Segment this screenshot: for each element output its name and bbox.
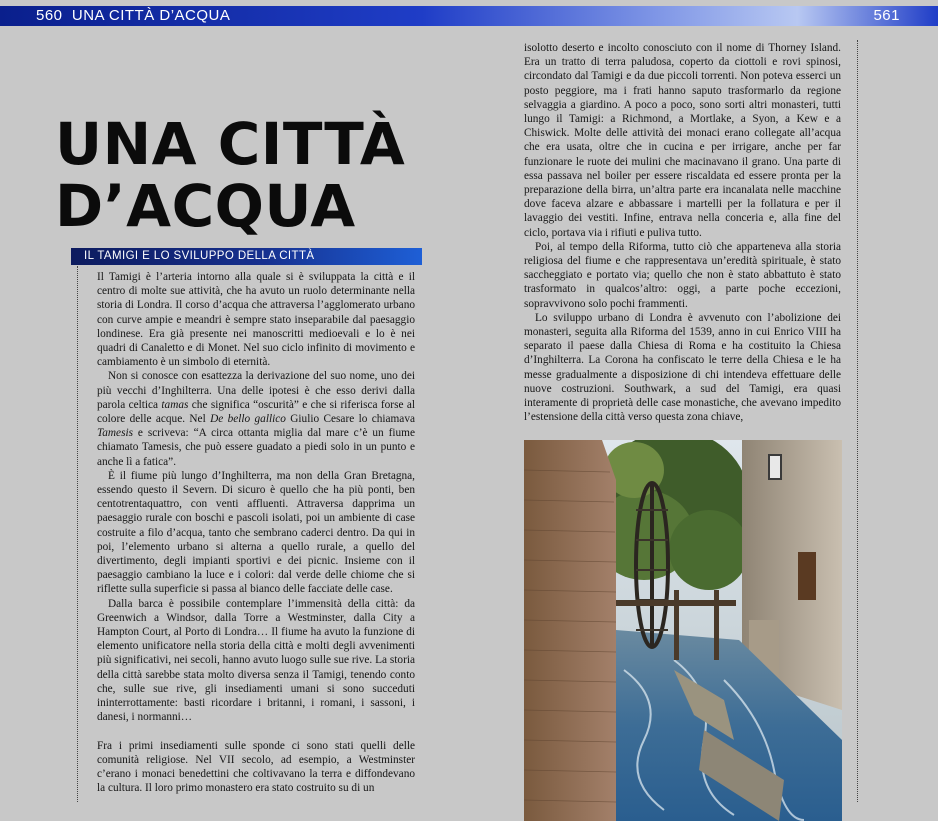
paragraph: isolotto deserto e incolto conosciuto con il nome di Thorney Island. Era un tratto di terra paludosa, coperto da ciottoli e rovi spinosi, circondato dal Tamigi e da due piccoli torrenti. Non poteva esserci un posto peggiore, ma i frati hanno saputo trasformarlo da regione selvaggia a giardino. A poco a poco, sono sorti altri monasteri, tutti lungo il Tamigi: a Richmond, a Mortlake, a Syon, a Kew e a Chiswick. Molte delle attività dei monaci erano collegate all’acqua che era usata, oltre che in cucina e per irrigare, anche per far funzionare le ruote dei mulini che macinavano il grano. Una parte di essa passava nel boiler per essere riscaldata ed essere pronta per la preparazione della birra, un’altra parte era incanalata nelle macchine dove faceva alzare e abbassare i martelli per la follatura e per il lavaggio dei vestiti. Infine, entrava nella conceria e, alla fine del ciclo, portava via i rifiuti e puliva tutto. bbox=[524, 42, 841, 239]
left-page-number: 560 bbox=[36, 7, 63, 24]
paragraph: Lo sviluppo urbano di Londra è avvenuto con l’abolizione dei monasteri, seguita alla Riforma del 1539, anno in cui Enrico VIII ha separato il paese dalla Chiesa di Roma e ha costituito la Chiesa d’Inghilterra. La Corona ha confiscato le terre della Chiesa e le ha messe gradualmente a disposizione di chi intendeva effettuare delle nuove costruzioni. Southwark, a sud del Tamigi, era quasi interamente di proprietà delle case monastiche, che avevano impedito l’estensione della città verso questa zona chiave, bbox=[524, 311, 841, 424]
paragraph: Il Tamigi è l’arteria intorno alla quale si è sviluppata la città e il centro di molte sue attività, che ha avuto un ruolo determinante nella storia di Londra. Il corso d’acqua che attraversa l’agglomerato urbano con curve ampie e meandri è sempre stato inseparabile dal paesaggio londinese. Era già presente nei manoscritti medioevali e lo è nei quadri di Canaletto e di Monet. Nel suo ciclo infinito di movimento e cambiamento è un simbolo di eternità. bbox=[97, 271, 415, 369]
paragraph: Poi, al tempo della Riforma, tutto ciò che apparteneva alla storia religiosa del fiume e che rappresentava un’eredità spirituale, è stato saccheggiato e portato via; quello che non è stato abbattuto è stato trasformato in qualcos’altro: oggi, a parte poche eccezioni, sopravvivono solo pochi frammenti. bbox=[524, 240, 841, 310]
paragraph: Fra i primi insediamenti sulle sponde ci sono stati quelli delle comunità religiose. Nel VII secolo, ad esempio, a Westminster c’erano i monaci benedettini che coltivavano la terra e diffondevano la cultura. Il loro primo monastero era stato costruito su di un bbox=[97, 739, 415, 795]
paragraph: È il fiume più lungo d’Inghilterra, ma non della Gran Bretagna, essendo questo il Severn. Di sicuro è quello che ha più ponti, ben centotrentaquattro, con venti affluenti. Attraversa dapprima un paesaggio rurale con boschi e pascoli isolati, poi un ambiente di case costruite a filo d’acqua, tanto che sembrano caderci dentro. Da qui in poi, l’elemento urbano si alterna a quello rurale, a quello del divertimento, degli impianti sportivi e dei picnic. Insieme con il paesaggio cambiano la luce e i colori: dal verde delle chiome che si riflette sulla superficie si passa al bianco delle facciate delle case. bbox=[97, 469, 415, 596]
title-line-1: UNA CITTÀ bbox=[55, 110, 406, 178]
right-dotted-rule bbox=[857, 40, 858, 802]
left-text-column bbox=[97, 270, 415, 795]
right-page-number: 561 bbox=[873, 7, 900, 24]
paragraph: Dalla barca è possibile contemplare l’immensità della città: da Greenwich a Windsor, dalla Torre a Westminster, dalla City a Hampton Court, al Porto di Londra… Il fiume ha avuto la funzione di elemento unificatore nella storia della città e molti degli avvenimenti più significativi, nei secoli, hanno avuto luogo sulle sue rive. La storia della città sarebbe stata molto diversa senza il Tamigi, tenendo conto che, sulle sue rive, gli insediamenti umani si sono succeduti ininterrottamente: basti ricordare i britanni, i romani, i sassoni, i danesi, i normanni… bbox=[97, 597, 415, 724]
left-running-head bbox=[36, 7, 230, 25]
paragraph: Non si conosce con esattezza la derivazione del suo nome, uno dei più vecchi d’Inghilterra. Una delle ipotesi è che esso derivi dalla parola celtica tamas che significa “oscurità” e che si riferisca forse al colore delle acque. Nel De bello gallico Giulio Cesare lo chiamava Tamesis e scriveva: “A circa ottanta miglia dal mare c’è un fiume chiamato Tamesis, che può essere guadato a piedi solo in un punto e anche lì a fatica”. bbox=[97, 370, 415, 468]
left-dotted-rule bbox=[77, 266, 78, 802]
left-running-title: UNA CITTÀ D’ACQUA bbox=[71, 7, 231, 24]
title-line-2: D’ACQUA bbox=[55, 172, 356, 240]
watermill-photo bbox=[524, 440, 842, 821]
right-text-column bbox=[524, 41, 841, 424]
running-header bbox=[0, 6, 938, 26]
section-heading: IL TAMIGI E LO SVILUPPO DELLA CITTÀ bbox=[71, 248, 422, 265]
article-title bbox=[55, 110, 455, 240]
